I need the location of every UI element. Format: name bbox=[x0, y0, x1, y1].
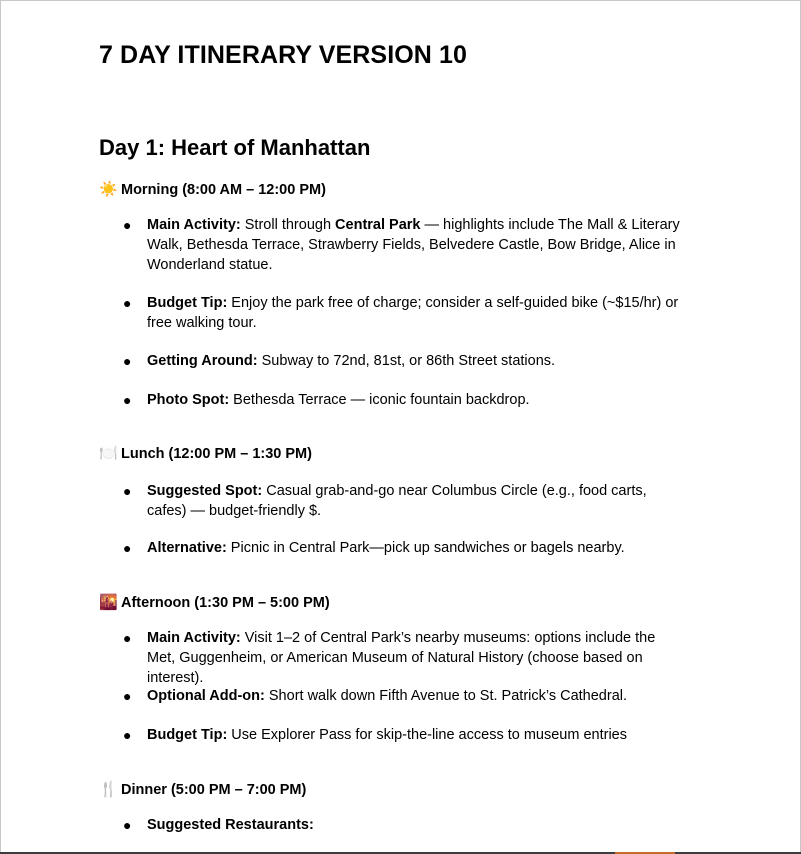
bullet-icon: ● bbox=[123, 295, 132, 311]
bullet-icon: ● bbox=[123, 483, 132, 499]
sun-icon: ☀️ bbox=[99, 181, 118, 198]
section-heading-text: Afternoon (1:30 PM – 5:00 PM) bbox=[121, 595, 330, 611]
list-item: ● Main Activity: Visit 1–2 of Central Park’s nearby museums: options include the Met, Guggenheim, or American Museum of Natural History (choose based on interest). bbox=[123, 630, 656, 686]
sunset-icon: 🌇 bbox=[99, 594, 118, 611]
list-item: ● Alternative: Picnic in Central Park—pick up sandwiches or bagels nearby. bbox=[123, 540, 625, 556]
document-title: 7 DAY ITINERARY VERSION 10 bbox=[99, 41, 468, 69]
section-heading-text: Dinner (5:00 PM – 7:00 PM) bbox=[121, 782, 307, 798]
section-heading-afternoon bbox=[99, 594, 330, 612]
section-heading-dinner bbox=[99, 781, 306, 799]
bullet-icon: ● bbox=[123, 630, 132, 646]
bullet-icon: ● bbox=[123, 353, 132, 369]
section-heading-lunch bbox=[99, 445, 312, 463]
list-item: ● Suggested Spot: Casual grab-and-go near Columbus Circle (e.g., food carts, cafes) — budget-friendly $. bbox=[123, 483, 647, 519]
section-heading-text: Morning (8:00 AM – 12:00 PM) bbox=[121, 182, 326, 198]
section-heading-text: Lunch (12:00 PM – 1:30 PM) bbox=[121, 446, 312, 462]
section-heading-morning bbox=[99, 181, 326, 199]
bullet-icon: ● bbox=[123, 727, 132, 743]
list-item: ● Budget Tip: Use Explorer Pass for skip-the-line access to museum entries bbox=[123, 727, 627, 743]
plate-icon: 🍽️ bbox=[99, 445, 118, 462]
list-item: ● Optional Add-on: Short walk down Fifth Avenue to St. Patrick’s Cathedral. bbox=[123, 688, 628, 704]
bullet-icon: ● bbox=[123, 817, 132, 833]
list-item: ● Getting Around: Subway to 72nd, 81st, or 86th Street stations. bbox=[123, 353, 556, 369]
bullet-icon: ● bbox=[123, 540, 132, 556]
list-item: ● Photo Spot: Bethesda Terrace — iconic fountain backdrop. bbox=[123, 392, 530, 408]
bullet-icon: ● bbox=[123, 392, 132, 408]
list-item: ● Suggested Restaurants: bbox=[123, 817, 314, 833]
bullet-icon: ● bbox=[123, 217, 132, 233]
day-heading: Day 1: Heart of Manhattan bbox=[99, 135, 371, 160]
list-item: ● Budget Tip: Enjoy the park free of charge; consider a self-guided bike (~$15/hr) or free walking tour. bbox=[123, 295, 679, 331]
fork-knife-icon: 🍴 bbox=[99, 781, 118, 798]
bullet-icon: ● bbox=[123, 688, 132, 704]
list-item: ● Main Activity: Stroll through Central Park — highlights include The Mall & Literary Walk, Bethesda Terrace, Strawberry Fields, Belvedere Castle, Bow Bridge, Alice in Wonderland statue. bbox=[123, 217, 680, 273]
